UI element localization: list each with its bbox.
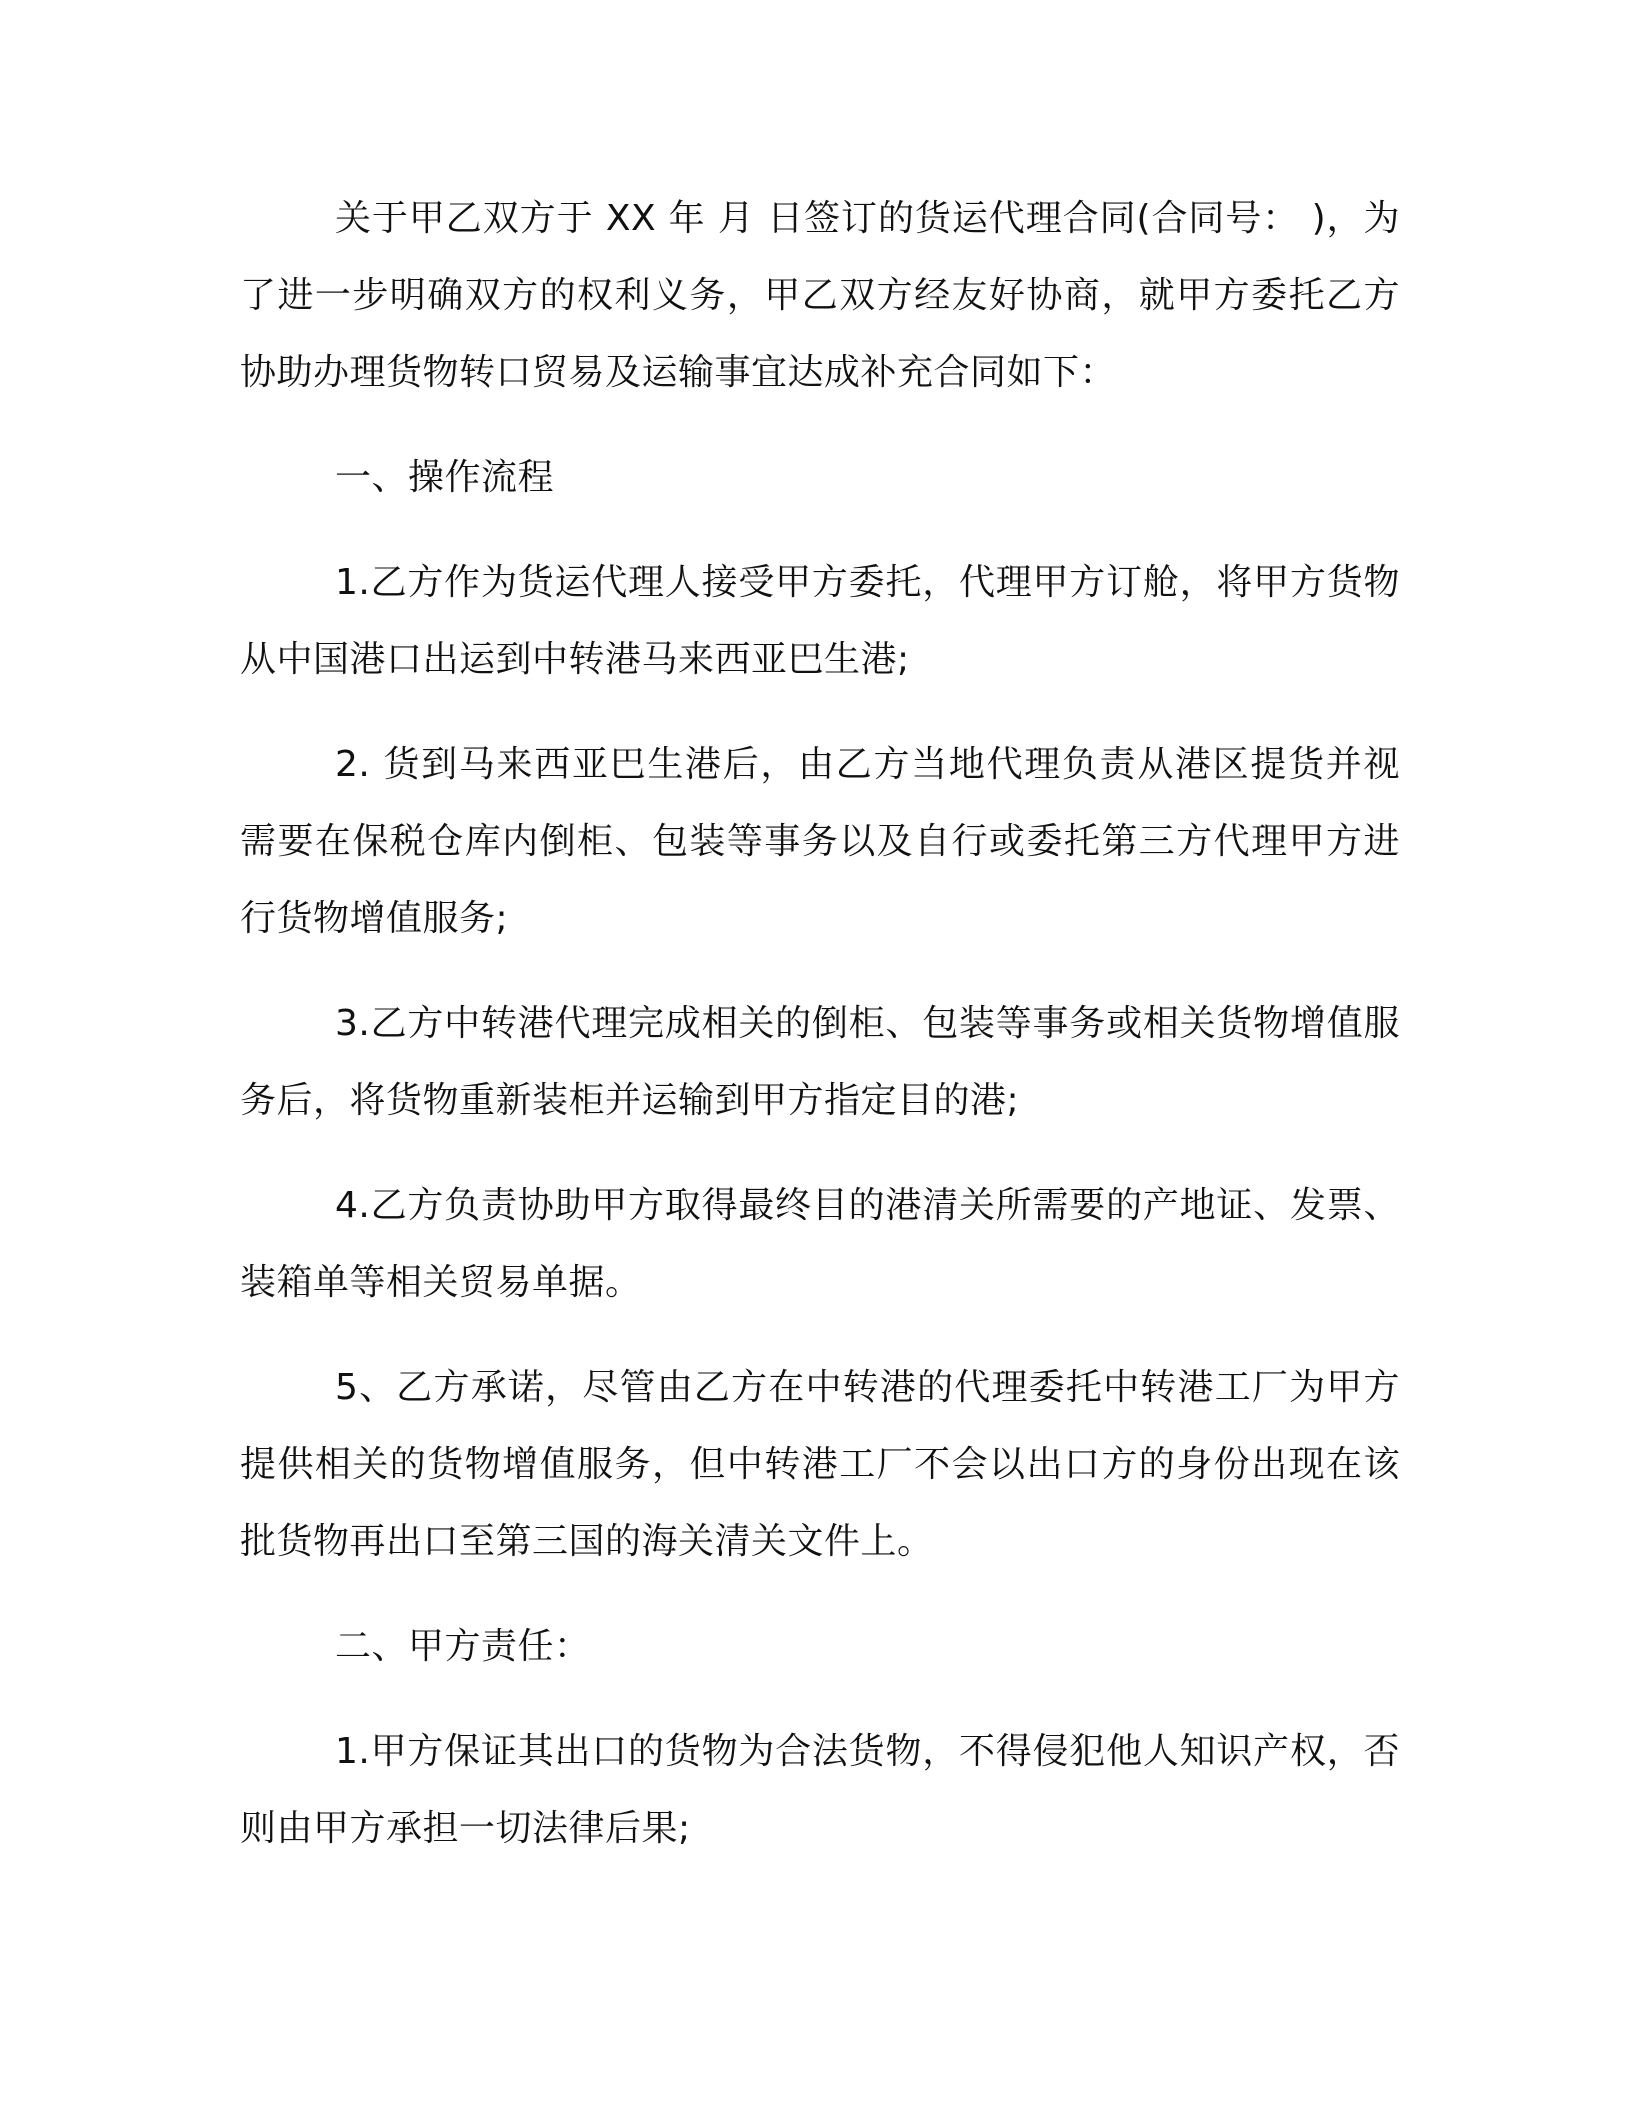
clause-1-5: 5、乙方承诺，尽管由乙方在中转港的代理委托中转港工厂为甲方提供相关的货物增值服务，但中转港工厂不会以出口方的身份出现在该批货物再出口至第三国的海关清关文件上。: [240, 1367, 1400, 1562]
clause-2-1: 1.甲方保证其出口的货物为合法货物，不得侵犯他人知识产权，否则由甲方承担一切法律后果;: [240, 1731, 1400, 1849]
section-heading-operation-process: 一、操作流程: [335, 457, 555, 498]
clause-1-3: 3.乙方中转港代理完成相关的倒柜、包装等事务或相关货物增值服务后，将货物重新装柜并运输到甲方指定目的港;: [240, 1003, 1400, 1121]
document-body: [240, 180, 1400, 1895]
intro-paragraph: 关于甲乙双方于 XX 年 月 日签订的货运代理合同(合同号： )，为了进一步明确双方的权利义务，甲乙双方经友好协商，就甲方委托乙方协助办理货物转口贸易及运输事宜达成补充合同如下：: [240, 198, 1400, 393]
section-heading-party-a-responsibility: 二、甲方责任：: [335, 1626, 591, 1667]
clause-1-1: 1.乙方作为货运代理人接受甲方委托，代理甲方订舱，将甲方货物从中国港口出运到中转港马来西亚巴生港;: [240, 562, 1400, 680]
clause-1-4: 4.乙方负责协助甲方取得最终目的港清关所需要的产地证、发票、装箱单等相关贸易单据。: [240, 1185, 1400, 1303]
clause-1-2: 2. 货到马来西亚巴生港后，由乙方当地代理负责从港区提货并视需要在保税仓库内倒柜、包装等事务以及自行或委托第三方代理甲方进行货物增值服务;: [240, 744, 1400, 939]
